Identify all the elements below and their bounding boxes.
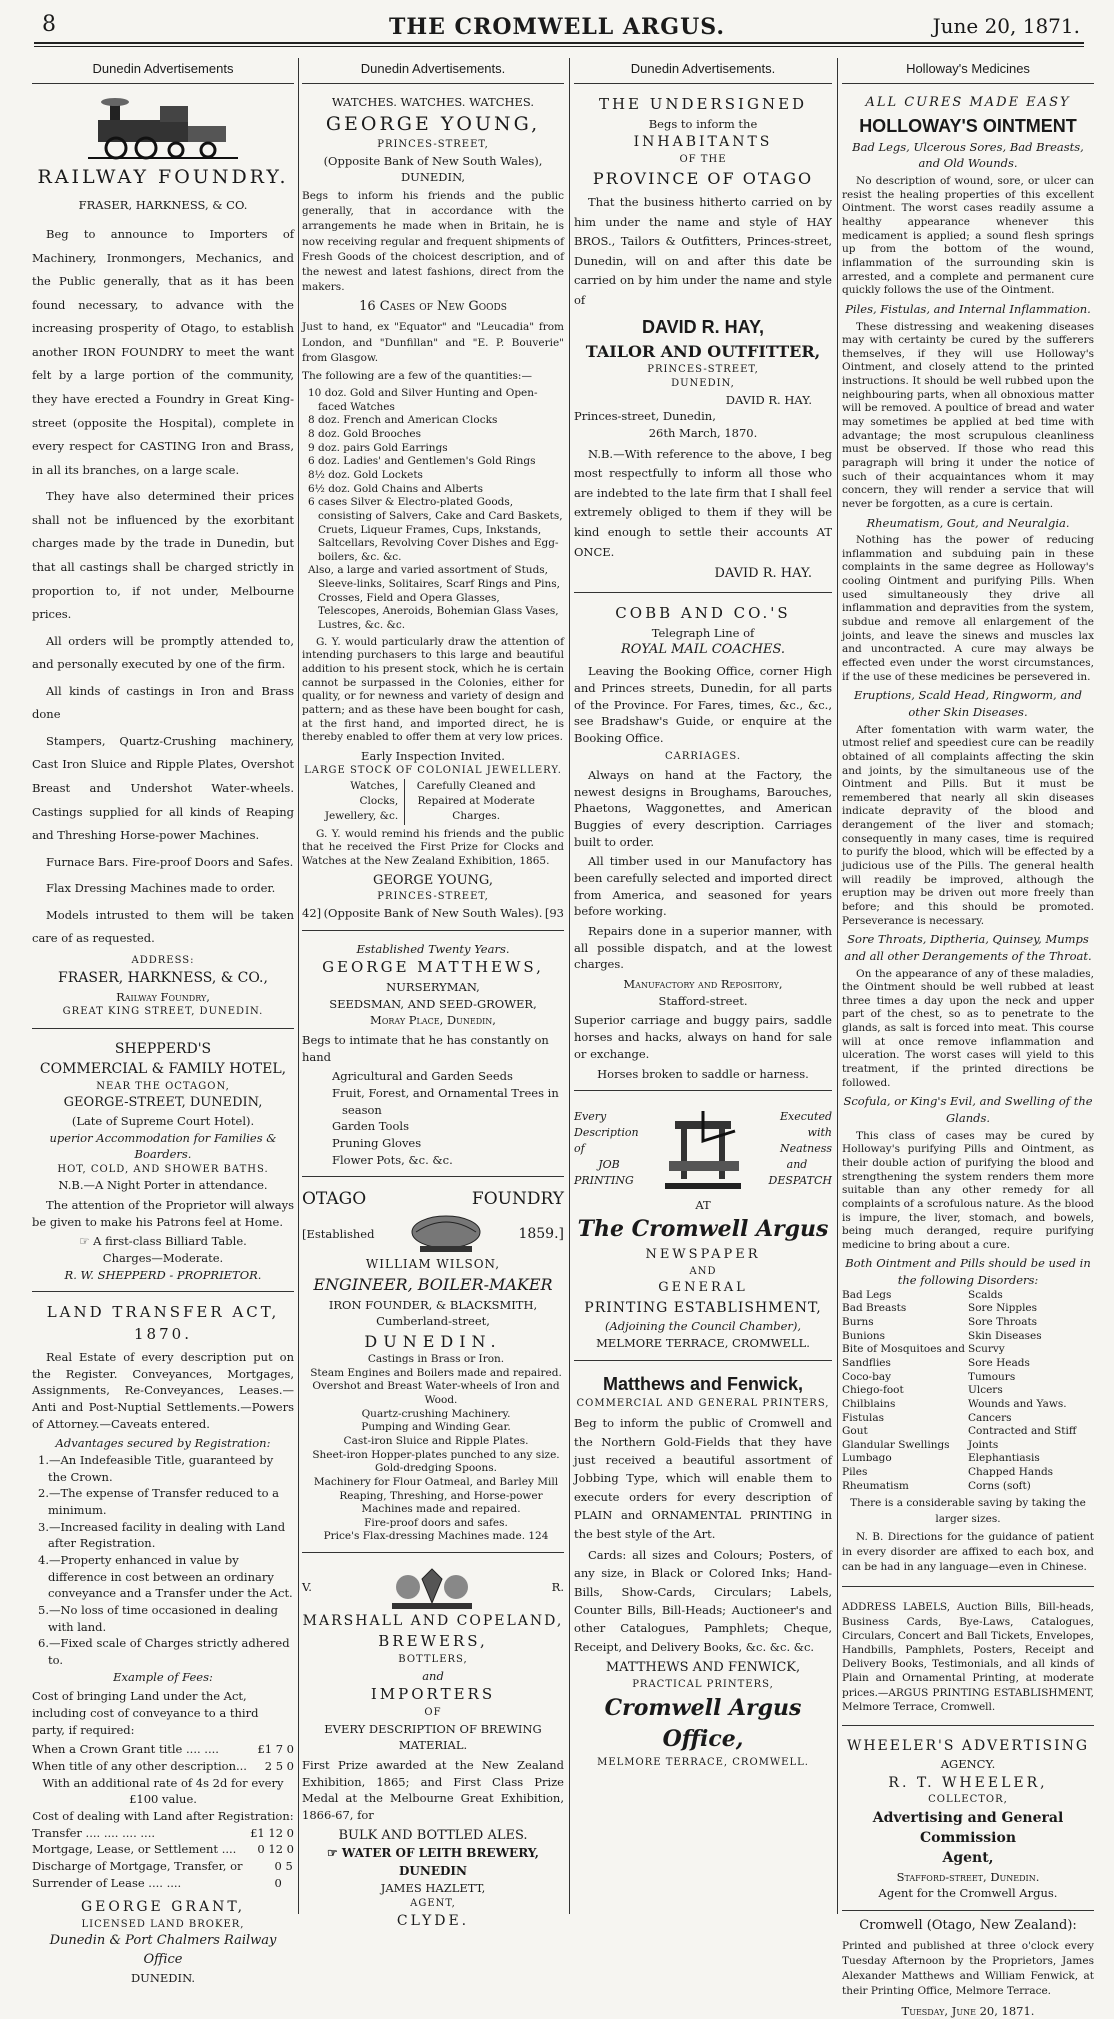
list-item: 10 doz. Gold and Silver Hunting and Open-faced Watches [308,387,538,413]
list-item: 6.—Fixed scale of Charges strictly adhered to. [38,1636,290,1667]
marshall-bottlers: BOTTLERS, [398,1654,468,1666]
otago-foundry-ad [302,1183,564,1553]
printing-right: and [786,1158,808,1172]
printing-general: GENERAL [658,1280,748,1296]
cobb-broken: Horses broken to saddle or harness. [597,1066,809,1081]
matthews-place: Moray Place, Dunedin, [370,1013,496,1028]
sign-mid: (Opposite Bank of New South Wales). [323,905,543,920]
railway-foundry-ad [32,90,294,1029]
list-item: 3.—Increased facility in dealing with Land after Registration. [38,1519,286,1551]
matthews-name: GEORGE MATTHEWS, [322,958,544,977]
land-fees-heading: Example of Fees: [113,1669,213,1684]
cobb-superior: Superior carriage and buggy pairs, saddle horses and hacks, always on hand for sale or exchange. [574,1013,832,1061]
land-adv-heading: Advantages secured by Registration: [55,1436,271,1451]
sign-left: 42] [302,905,322,920]
list-item: 6 doz. Ladies' and Gentlemen's Gold Rings [308,455,536,468]
boiler-illustration [406,1212,486,1256]
foundry-established-row [302,1212,564,1256]
locomotive-illustration [88,98,238,160]
young-jewellery: LARGE STOCK OF COLONIAL JEWELLERY. [304,765,562,777]
list-item: Gold-dredging Spoons. [375,1462,497,1475]
hotel-baths: HOT, COLD, AND SHOWER BATHS. [57,1163,269,1175]
marshall-brewery: ☞ WATER OF LEITH BREWERY, DUNEDIN [326,1846,539,1878]
list-item: Fistulas [842,1411,885,1424]
fee-label: When a Crown Grant title .... .... [32,1742,219,1757]
marshall-agent-title: AGENT, [410,1897,456,1909]
list-item: Chilblains [842,1397,896,1410]
matthews-intro: Begs to intimate that he has constantly on hand [302,1033,549,1064]
holloway-para: Nothing has the power of reducing inflammation and subduing pain in these complaints in the same degree as Holloway's cooling Ointment and purifying Pills. When used simultaneously they drive all inflammation and depravities from the system, subdue and remove all enlargement of the joints, and leave the sinews and muscles lax and uncontracted. A cure may always be effected even under the worst circumstances, if the use of these medicines be persevered in. [842,534,1094,683]
marshall-name: MARSHALL AND COPELAND, [302,1613,564,1630]
list-item: Castings in Brass or Iron. [367,1353,505,1366]
list-item: Steam Engines and Boilers made and repaired. [310,1366,562,1379]
issue-date: June 20, 1871. [932,14,1080,38]
foundry-sub: IRON FOUNDER, & BLACKSMITH, [328,1297,538,1312]
list-item: Chiego-foot [842,1384,904,1397]
hay-inhabitants: INHABITANTS [633,134,773,151]
holloway-saving: There is a considerable saving by taking the larger sizes. [850,1497,1086,1525]
fee-label: Mortgage, Lease, or Settlement .... [32,1842,237,1857]
list-item: Wounds and Yaws. [968,1397,1067,1410]
foundry-owner: WILLIAM WILSON, [365,1257,501,1272]
list-item: 8 doz. Gold Brooches [308,428,422,441]
matthews-trade: SEEDSMAN, AND SEED-GROWER, [329,996,537,1011]
printing-adjoining: (Adjoining the Council Chamber), [604,1319,802,1334]
list-item: 9 doz. pairs Gold Earrings [308,441,448,454]
address-labels-ad [842,1593,1094,1725]
holloway-nb: N. B. Directions for the guidance of patient in every disorder are affixed to each box, and can be had in any language—even in Chinese. [842,1530,1094,1574]
newspaper-title: THE CROMWELL ARGUS. [388,14,726,40]
hotel-street: GEORGE-STREET, DUNEDIN, [63,1095,263,1110]
railway-para: They have also determined their prices shall not be influenced by the exorbitant charges made by the trade in Dunedin, but that all castings shall be charged strictly in proportion to, if not under, Melbourne prices. [32,489,294,622]
fee-row [32,1741,294,1758]
marshall-of: OF [424,1707,442,1719]
column-divider [298,58,299,1914]
printing-left: Every Description of [574,1110,639,1156]
foundry-trade: ENGINEER, BOILER-MAKER [313,1275,553,1295]
list-item: Overshot and Breast Water-wheels of Iron and Wood. [312,1380,560,1407]
railway-para: Models intrusted to them will be taken care of as requested. [32,907,294,946]
fenwick-terrace: MELMORE TERRACE, CROMWELL. [597,1757,809,1769]
land-advantages-list [32,1452,294,1669]
young-cases: 16 Cases of New Goods [359,299,507,315]
fee-row [32,1841,294,1858]
holloway-both: Both Ointment and Pills should be used in the following Disorders: [845,1256,1091,1288]
marshall-prize: First Prize awarded at the New Zealand Exhibition, 1865; and First Class Prize Medal at the Melbourne Great Exhibition, 1866-67, for [302,1757,564,1822]
fee-row [32,1825,294,1842]
list-item: Bad Breasts [842,1302,907,1315]
railway-para: Stampers, Quartz-Crushing machinery, Cast Iron Sluice and Ripple Plates, Overshot Breast and Undershot Water-wheels. Castings supplied for all kinds of Reaping and Threshing Horse-power Machines. [32,733,294,843]
hay-body: That the business hitherto carried on by him under the name and style of HAY BROS., Tailors & Outfitters, Princes-street, Dunedin, will on and after this date be carried on by him under the name and style of [574,195,832,307]
hay-date: 26th March, 1870. [648,426,758,441]
list-item: Fruit, Forest, and Ornamental Trees in season [332,1086,559,1117]
foundry-street: Cumberland-street, [376,1314,490,1329]
cobb-co-ad [574,599,832,1091]
royal-v: V. [302,1579,312,1594]
cobb-factory: Manufactory and Repository, [623,977,783,992]
list-item: Lumbago [842,1452,892,1465]
list-item: Piles [842,1466,868,1479]
holloway-title: HOLLOWAY'S OINTMENT [859,115,1077,136]
fee-row [32,1858,294,1891]
wheeler-title: WHEELER'S ADVERTISING [846,1737,1090,1754]
land-broker-title: LICENSED LAND BROKER, [81,1918,245,1930]
cobb-body: Leaving the Booking Office, corner High and Princes streets, Dunedin, for all parts of the Province. For Fares, times, &c., &c., see Bradshaw's Guide, or enquire at the Booking Office. [574,664,832,745]
list-item: Fire-proof doors and safes. [364,1516,508,1529]
marshall-description: EVERY DESCRIPTION OF BREWING MATERIAL. [324,1721,542,1753]
printing-left: JOB [598,1158,620,1172]
hay-street: PRINCES-STREET, [647,363,759,375]
brace-item: Jewellery, &c. [324,810,399,823]
list-item: Scalds [968,1288,1003,1301]
brace-right: Carefully Cleaned and Repaired at Moderate Charges. [416,779,536,823]
list-item: Sheet-iron Hopper-plates punched to any size. [312,1448,560,1461]
fee-amount: 0 12 0 [257,1842,294,1857]
foundry-word: FOUNDRY [471,1189,564,1210]
young-sign-street: PRINCES-STREET, [377,891,489,903]
list-item: Sore Nipples [968,1302,1038,1315]
list-item: 1.—An Indefeasible Title, guaranteed by the Crown. [38,1452,274,1484]
foundry-title-row [302,1187,564,1212]
column-heading: Holloway's Medicines [842,58,1094,84]
cobb-street: Stafford-street. [658,993,748,1008]
holloway-para: After fomentation with warm water, the utmost relief and speediest cure can be readily obtained of all complaints affecting the skin and joints, by the simultaneous use of the Ointment and Pills. But it must be remembered that nearly all skin diseases indicate depravity of the blood and derangement of the liver and stomach; consequently in many cases, time is required to purify the blood, which will be effected by a judicious use of the Pills. The general health will readily be improved, although the eruption may be driven out more freely than before; and this should be promoted. Perseverance is necessary. [842,723,1094,927]
foundry-est-right: 1859.] [518,1225,564,1242]
hotel-near: NEAR THE OCTAGON, [96,1080,230,1092]
marshall-agent: JAMES HAZLETT, [380,1881,486,1896]
imprint-body: Printed and published at three o'clock every Tuesday Afternoon by the Proprietors, James Alexander Matthews and William Fenwick, at their Printing Office, Melmore Terrace. [842,1939,1094,1998]
railway-address-firm: FRASER, HARKNESS, & CO., [58,970,268,987]
holloway-heading: Rheumatism, Gout, and Neuralgia. [866,515,1070,530]
foundry-items [302,1353,564,1544]
cobb-telegraph: Telegraph Line of [651,625,755,640]
printing-right: DESPATCH [768,1174,832,1188]
column-3 [574,58,832,1918]
imprint-title: Cromwell (Otago, New Zealand): [859,1917,1077,1933]
land-fees-dealing: Cost of dealing with Land after Registration: [32,1809,294,1824]
matthews-trade: NURSERYMAN, [386,980,480,994]
hotel-porter: N.B.—A Night Porter in attendance. [58,1178,268,1193]
list-item: 6½ doz. Gold Chains and Alberts [308,482,484,495]
cobb-carriages-body: Always on hand at the Factory, the newest designs in Broughams, Barouches, Phaetons, Waggonettes, and American Buggies of every description. Carriages built to order. [574,768,832,849]
hay-signature: DAVID R. HAY. [725,392,812,407]
list-item: 5.—No loss of time occasioned in dealing with land. [38,1602,278,1634]
list-item: Chapped Hands [968,1466,1054,1479]
printing-establishment: PRINTING ESTABLISHMENT, [584,1299,822,1316]
holloway-heading: Sore Throats, Diptheria, Quinsey, Mumps and all other Derangements of the Throat. [844,932,1092,963]
fee-amount: £1 12 0 [250,1825,294,1840]
land-office: Dunedin & Port Chalmers Railway Office [49,1933,277,1968]
land-intro: Real Estate of every description put on the Register. Conveyances, Mortgages, Assignments, Re-Conveyances, Leases.—Anti and Post-Nuptial Settlements.—Powers of Attorney.—Caveats entered. [32,1349,294,1431]
young-opposite: (Opposite Bank of New South Wales), [323,153,543,168]
railway-para: All kinds of castings in Iron and Brass done [32,683,294,722]
cobb-carriages: CARRIAGES. [664,750,742,762]
column-2 [302,58,564,1930]
list-item: Price's Flax-dressing Machines made. 124 [323,1530,549,1543]
list-item: Tumours [968,1370,1016,1383]
railway-address-label: ADDRESS: [131,954,195,966]
marshall-importers: IMPORTERS [370,1685,496,1704]
list-item: 4.—Property enhanced in value by difference in cost between an ordinary conveyance and a Transfer under the Act. [38,1552,293,1601]
sign-right: [93 [544,905,564,920]
hay-title: THE UNDERSIGNED [598,94,808,113]
holloway-heading: Piles, Fistulas, and Internal Inflammation. [845,301,1091,316]
royal-arms-emblem [382,1563,482,1611]
young-following: The following are a few of the quantities:— [302,369,532,382]
column-heading: Dunedin Advertisements [32,58,294,84]
list-item: Sore Heads [968,1356,1030,1369]
cobb-coaches: ROYAL MAIL COACHES. [620,642,786,658]
marshall-copeland-ad [302,1559,564,1940]
holloway-cures: ALL CURES MADE EASY [865,94,1071,110]
fee-label: Discharge of Mortgage, Transfer, or Surrender of Lease .... .... [32,1859,243,1890]
printing-press-illustration [655,1101,751,1197]
railway-para: Beg to announce to Importers of Machinery, Ironmongers, Mechanics, and the Public generally, that as it has been found necessary, to advance with the increasing prosperity of Otago, to establish another IRON FOUNDRY to meet the want felt by a large portion of the community, they have erected a Foundry in Great King-street (opposite the Hospital), complete in every respect for CASTING Iron and Brass, in all its branches, on a large scale. [32,227,294,477]
fenwick-cards: Cards: all sizes and Colours; Posters, of any size, in Black or Colored Inks; Hand-Bills, Show-Cards, Circulars; Labels, Counter Bills, Bill-Heads; Auctioneer's and other Catalogues, Pamphlets; Cheque, Receipt, and Delivery Books, &c. &c. &c. [574,1547,832,1654]
holloway-para: These distressing and weakening diseases may with certainty be cured by the sufferers themselves, if they will use Holloway's Ointment, and closely attend to the printed instructions. It should be well rubbed upon the neighbouring parts, when all obnoxious matter will be removed. A poultice of bread and water may sometimes be applied at bed time with advantage; the most scrupulous cleanliness must be observed. If those who read this paragraph will bring it under the notice of such of their acquaintances whom it may concern, they will render a service that will never be forgotten, as a cure is certain. [842,320,1094,510]
holloway-para: No description of wound, sore, or ulcer can resist the healing properties of this excellent Ointment. The worst cases readily assume a healthy appearance whenever this medicament is applied; a sound flesh springs up from the bottom of the wound, inflammation of the surrounding skin is arrested, and a complete and permanent cure quickly follows the use of the Ointment. [842,175,1094,297]
list-item: Also, a large and varied assortment of Studs, Sleeve-links, Solitaires, Scarf Rings and Pins, Crosses, Field and Opera Glasses, Telescopes, Aneroids, Bohemian Glass Vases, Lustres, &c. &c. [308,564,560,632]
fee-amount: 0 5 0 [274,1859,293,1890]
fenwick-name: Matthews and Fenwick, [602,1373,804,1394]
young-town: DUNEDIN, [400,170,466,185]
disorders-list [842,1289,1094,1494]
list-item: Glandular Swellings [842,1438,950,1451]
young-landed: Just to hand, ex "Equator" and "Leucadia" from London, and "Dunfillan" and "E. P. Bouverie" from Glasgow. [302,321,564,364]
argus-printing-ad [574,1097,832,1360]
young-prize: G. Y. would remind his friends and the public that he received the First Prize for Clocks and Watches at the New Zealand Exhibition, 1865. [302,827,564,867]
printing-and: AND [689,1265,717,1277]
brace-item: Clocks, [359,795,399,808]
list-item: Elephantiasis [968,1452,1040,1465]
fee-amount: 2 5 0 [264,1759,294,1774]
masthead [0,0,1114,52]
cobb-title: COBB AND CO.'S [615,603,791,622]
marshall-bulk: BULK AND BOTTLED ALES. [338,1827,528,1843]
land-title: LAND TRANSFER ACT, 1870. [46,1303,280,1344]
marshall-town: CLYDE. [396,1913,470,1930]
royal-r: R. [551,1579,564,1594]
land-transfer-ad [32,1298,294,1994]
hotel-attention: The attention of the Proprietor will always be given to make his Patrons feel at Home. [32,1198,294,1229]
list-item: Bad Legs [842,1288,892,1301]
list-item: Quartz-crushing Machinery. [361,1407,511,1420]
young-sign-name: GEORGE YOUNG, [373,872,493,888]
labels-body: ADDRESS LABELS, Auction Bills, Bill-heads, Business Cards, Bye-Laws, Catalogues, Circulars, Concert and Ball Tickets, Envelopes, Handbills, Pamphlets, Posters, Receipt and Delivery Books, Testimonials, and all kinds of Plain and Ornamental Printing, at moderate prices.—ARGUS PRINTING ESTABLISHMENT, Melmore Terrace, Cromwell. [842,1601,1094,1713]
fenwick-practical: PRACTICAL PRINTERS, [632,1679,774,1691]
list-item: Bite of Mosquitoes and Sandflies [842,1343,965,1369]
page-number: 8 [42,12,56,37]
cobb-repairs: Repairs done in a superior manner, with all possible dispatch, and at the lowest charges. [574,924,832,972]
matthews-fenwick-ad [574,1367,832,1779]
railway-para: Flax Dressing Machines made to order. [46,881,276,896]
holloway-sub: Bad Legs, Ulcerous Sores, Bad Breasts, and Old Wounds. [852,139,1084,171]
wheeler-name: R. T. WHEELER, [888,1774,1048,1791]
printing-at: AT [695,1198,711,1213]
hay-name: DAVID R. HAY, [641,316,765,337]
young-sign-row [302,905,564,922]
land-broker: GEORGE GRANT, [80,1899,246,1916]
hay-province: PROVINCE OF OTAGO [592,169,814,189]
list-item: Cast-iron Sluice and Ripple Plates. [343,1434,529,1447]
list-item: Agricultural and Garden Seeds [332,1069,513,1084]
holloway-para: This class of cases may be cured by Holloway's purifying Pills and Ointment, as their double action of purifying the blood and strengthening the system renders them more suitable than any other remedy for all complaints of a scrofulous nature. As the blood is impure, the liver, stomach, and bowels, being much deranged, require purifying medicine to bring about a cure. [842,1129,1094,1251]
list-item: Scurvy [968,1343,1005,1356]
column-divider [837,58,838,1914]
list-item: Coco-bay [842,1370,892,1383]
david-hay-ad [574,90,832,593]
hotel-proprietor: R. W. SHEPPERD - PROPRIETOR. [64,1267,262,1282]
wheeler-street: Stafford-street, Dunedin. [896,1869,1040,1884]
holloway-para: On the appearance of any of these maladies, the Ointment should be well rubbed at least three times a day upon the neck and upper part of the chest, so as to penetrate to the glands, as salt is forced into meat. This course will at once remove inflammation and ulceration. The worst cases will yield to this treatment, if the printed directions be followed. [842,967,1094,1089]
young-name: GEORGE YOUNG, [325,112,541,135]
list-item: Skin Diseases [968,1329,1042,1342]
royal-arms-row [302,1563,564,1611]
matthews-items [302,1068,564,1168]
list-item: Cancers [968,1411,1012,1424]
fee-row [32,1758,294,1775]
shepperd-hotel-ad [32,1035,294,1292]
hotel-accommodation: uperior Accommodation for Families & Boarders. [49,1130,277,1162]
list-item: Rheumatism [842,1479,909,1492]
land-town: DUNEDIN. [130,1970,196,1985]
list-item: Sore Throats [968,1316,1038,1329]
hotel-title: SHEPPERD'S [114,1040,212,1057]
masthead-rule-thin [34,46,1084,47]
marshall-trade: BREWERS, [378,1632,488,1651]
hay-trade: TAILOR AND OUTFITTER, [585,341,821,361]
printing-left: PRINTING [574,1174,634,1188]
list-item: Garden Tools [332,1119,409,1134]
list-item: 8 doz. French and American Clocks [308,414,498,427]
fenwick-body: Beg to inform the public of Cromwell and the Northern Gold-Fields that they have just received a beautiful assortment of Jobbing Type, which will enable them to execute orders for every description of PLAIN and ORNAMENTAL PRINTING in the best style of the Art. [574,1416,832,1541]
fee-label: When title of any other description... [32,1759,247,1774]
cobb-timber: All timber used in our Manufactory has been carefully selected and imported direct from America, and seasoned for years before working. [574,854,832,919]
list-item: Gout [842,1425,868,1438]
wheeler-agent-for: Agent for the Cromwell Argus. [878,1886,1058,1901]
holloway-heading: Scofula, or King's Evil, and Swelling of the Glands. [843,1094,1093,1125]
list-item: Corns (soft) [968,1479,1031,1492]
wheeler-agent-line: Advertising and General Commission [872,1809,1064,1846]
hotel-late: (Late of Supreme Court Hotel). [71,1113,255,1128]
land-fees-intro: Cost of bringing Land under the Act, including cost of conveyance to a third party, if required: [32,1689,259,1737]
fenwick-name2: MATTHEWS AND FENWICK, [605,1660,801,1676]
fenwick-trade: COMMERCIAL AND GENERAL PRINTERS, [576,1397,830,1409]
foundry-word: OTAGO [302,1189,367,1210]
list-item: 8½ doz. Gold Lockets [308,469,423,481]
foundry-est-left: [Established [302,1226,375,1241]
young-items-list [302,387,564,633]
hay-date-place: Princes-street, Dunedin, [574,409,716,424]
imprint [842,1917,1094,2019]
column-heading: Dunedin Advertisements. [302,58,564,84]
column-1 [32,58,294,1985]
masthead-rule [34,42,1084,44]
wheeler-agency: AGENCY. [940,1757,996,1772]
hay-begs: Begs to inform the [648,116,758,131]
list-item: Ulcers [968,1384,1003,1397]
hotel-title: COMMERCIAL & FAMILY HOTEL, [39,1061,287,1078]
imprint-date: Tuesday, June 20, 1871. [901,2003,1035,2018]
list-item: Flower Pots, &c. &c. [332,1152,453,1167]
young-banner: WATCHES. WATCHES. WATCHES. [331,94,535,109]
hotel-billiard: ☞ A first-class Billiard Table. [79,1234,247,1249]
hay-nb: N.B.—With reference to the above, I beg most respectfully to inform all those who are indebted to the late firm that I shall feel extremely obliged to them if they will be kind enough to settle their accounts AT ONCE. [574,446,832,559]
printing-press-row [574,1101,832,1197]
george-young-ad [302,90,564,931]
railway-title: RAILWAY FOUNDRY. [37,165,289,188]
column-heading: Dunedin Advertisements. [574,58,832,84]
column-divider [569,58,570,1914]
list-item: Pumping and Winding Gear. [361,1421,511,1434]
railway-para: All orders will be promptly attended to, and personally executed by one of the firm. [32,633,294,672]
list-item: Contracted and Stiff Joints [968,1425,1077,1451]
wheeler-collector: COLLECTOR, [928,1794,1008,1806]
young-inspection: Early Inspection Invited. [361,748,505,763]
hay-sign2: DAVID R. HAY. [714,566,812,582]
matthews-established: Established Twenty Years. [356,941,510,956]
list-item: Bunions [842,1329,886,1342]
printing-newspaper: NEWSPAPER [645,1246,761,1262]
railway-para: Furnace Bars. Fire-proof Doors and Safes. [46,854,294,869]
marshall-and: and [422,1668,444,1683]
railway-address-line: Railway Foundry, [116,989,210,1004]
holloway-heading: Eruptions, Scald Head, Ringworm, and other Skin Diseases. [854,688,1082,719]
railway-address-line: GREAT KING STREET, DUNEDIN. [62,1006,264,1018]
printing-terrace: MELMORE TERRACE, CROMWELL. [596,1335,810,1350]
young-attention: G. Y. would particularly draw the attention of intending purchasers to this large and beautiful addition to his present stock, which he is certain cannot be surpassed in the Colonies, either for quality, or for newness and variety of design and pattern; and as these have been bought for cash, at the first hand, and imported direct, he is thereby enabled to offer them at very low prices. [302,635,564,744]
fenwick-office: Cromwell Argus Office, [604,1694,802,1753]
column-4 [842,58,1094,2018]
young-brace [302,779,564,825]
fee-label: Transfer .... .... .... .... [32,1825,156,1840]
brace-item: Watches, [350,779,399,792]
list-item: Burns [842,1316,874,1329]
george-matthews-ad [302,937,564,1178]
land-fees-additional: With an additional rate of 4s 2d for every £100 value. [42,1775,284,1807]
list-item: 6 cases Silver & Electro-plated Goods, consisting of Salvers, Cake and Card Baskets, Cruets, Liqueur Frames, Cups, Inkstands, Saltcellars, Revolving Cover Dishes and Egg-boilers, &c. &c. [308,496,563,563]
hay-town: DUNEDIN, [671,378,735,390]
list-item: Pruning Gloves [332,1136,422,1151]
hay-of-the: OF THE [679,153,727,165]
fee-amount: £1 7 0 [257,1742,294,1757]
list-item: Machinery for Flour Oatmeal, and Barley Mill Reaping, Threshing, and Horse-power Machines made and repaired. [313,1475,559,1516]
list-item: 2.—The expense of Transfer reduced to a minimum. [38,1486,280,1517]
wheeler-agency-ad [842,1732,1094,1911]
argus-paper-name: The Cromwell Argus [577,1215,829,1242]
railway-firm: FRASER, HARKNESS, & CO. [78,198,248,213]
wheeler-agent-line: Agent, [942,1850,994,1867]
young-street: PRINCES-STREET, [377,139,489,151]
hotel-charges: Charges—Moderate. [102,1251,224,1266]
foundry-town: DUNEDIN. [364,1331,502,1351]
young-intro: Begs to inform his friends and the public generally, that in accordance with the arrangements he made when in Britain, he is now receiving regular and frequent shipments of Fresh Goods of the choicest description, and of the newest and latest fashions, direct from the makers. [302,189,564,294]
holloway-ointment-ad [842,90,1094,1588]
printing-right: Executed with Neatness [780,1110,832,1156]
